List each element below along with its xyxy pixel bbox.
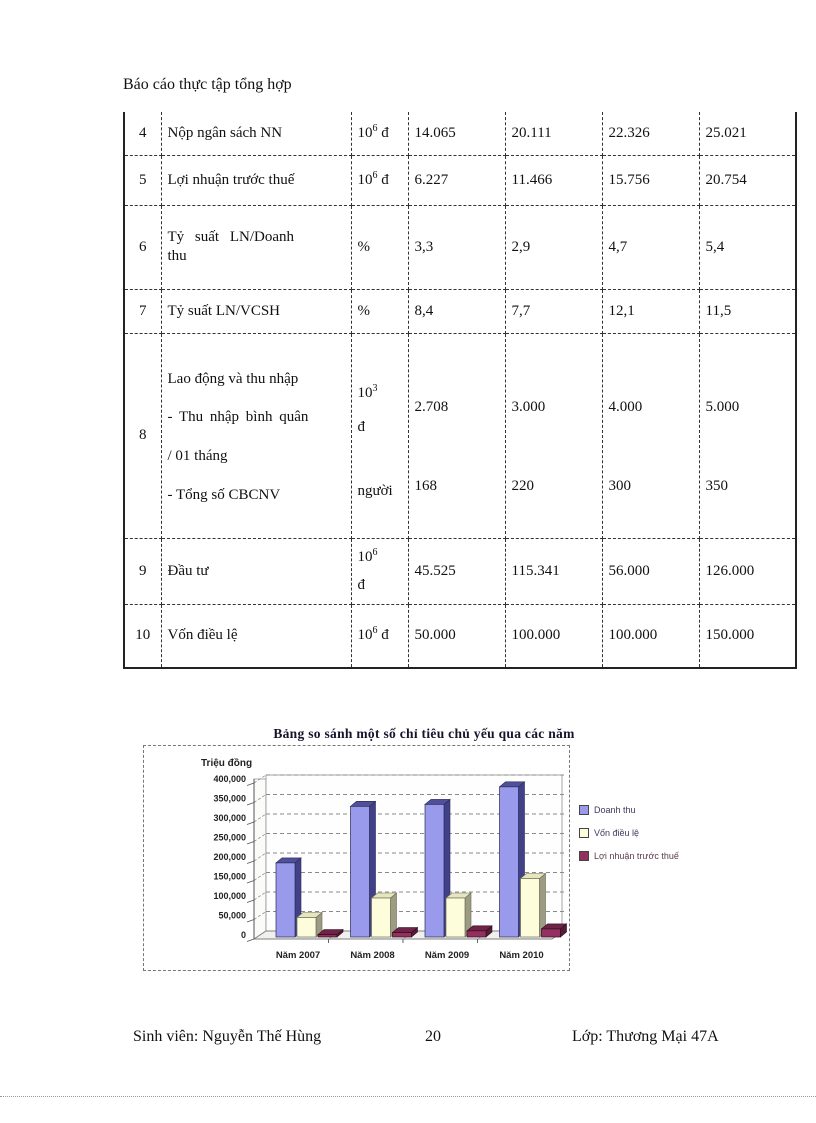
chart-plot-area <box>143 745 570 971</box>
bar-s2-c2 <box>372 898 391 937</box>
legend-item <box>579 805 679 815</box>
x-category-label: Năm 2007 <box>275 950 321 961</box>
row-label-cell: Lao động và thu nhập - Thu nhập bình quân / 01 tháng - Tổng số CBCNV <box>161 333 351 538</box>
value-cell: 115.341 <box>505 538 602 604</box>
y-axis-tick <box>247 842 254 845</box>
bar-s3-c4 <box>542 929 561 937</box>
y-axis-title: Triệu đồng <box>201 758 253 769</box>
row-label-cell: Tỷ suất LN/VCSH <box>161 289 351 333</box>
row-label-cell: Lợi nhuận trước thuế <box>161 155 351 205</box>
value-cell: 3,3 <box>408 205 505 289</box>
chart-svg <box>144 746 569 970</box>
row-unit-cell: % <box>351 289 408 333</box>
value-cell: 100.000 <box>602 604 699 668</box>
value-cell: 15.756 <box>602 155 699 205</box>
table-row <box>124 333 796 538</box>
table-row <box>124 205 796 289</box>
value-cell: 8,4 <box>408 289 505 333</box>
footer-student: Sinh viên: Nguyễn Thế Hùng <box>133 1028 322 1045</box>
page-header: Báo cáo thực tập tổng hợp <box>123 76 292 93</box>
value-cell: 25.021 <box>699 112 796 155</box>
bar-s1-c1 <box>276 863 295 937</box>
row-unit-cell: $10^6$ đ <box>351 604 408 668</box>
table-row <box>124 289 796 333</box>
value-cell: 5,4 <box>699 205 796 289</box>
value-cell: 5.000 350 <box>699 333 796 538</box>
legend-label: Vốn điều lệ <box>594 828 640 838</box>
value-cell: 20.111 <box>505 112 602 155</box>
row-number-cell: 8 <box>124 333 161 538</box>
legend-swatch-icon <box>579 851 589 861</box>
y-tick-label: 150,000 <box>213 871 246 882</box>
row-label-cell: Đầu tư <box>161 538 351 604</box>
report-table <box>123 112 797 669</box>
footer-class: Lớp: Thương Mại 47A <box>572 1028 719 1045</box>
legend-label: Lợi nhuận trước thuế <box>594 851 679 861</box>
y-tick-label: 350,000 <box>213 793 246 804</box>
y-tick-label: 300,000 <box>213 813 246 823</box>
value-cell: 3.000 220 <box>505 333 602 538</box>
value-cell: 150.000 <box>699 604 796 668</box>
value-cell: 11.466 <box>505 155 602 205</box>
row-number-cell: 5 <box>124 155 161 205</box>
chart-figure <box>143 726 705 971</box>
row-number-cell: 9 <box>124 538 161 604</box>
legend-item <box>579 851 679 861</box>
y-axis-tick <box>247 822 254 825</box>
row-number-cell: 4 <box>124 112 161 155</box>
y-axis-tick <box>247 881 254 884</box>
legend-swatch-icon <box>579 828 589 838</box>
value-cell: 100.000 <box>505 604 602 668</box>
table-row <box>124 538 796 604</box>
chart-area <box>143 745 705 971</box>
chart-legend <box>579 805 679 861</box>
legend-label: Doanh thu <box>594 805 636 815</box>
bar-s3-c2 <box>393 933 412 937</box>
row-number-cell: 7 <box>124 289 161 333</box>
bar-s2-c1 <box>297 918 316 938</box>
value-cell: 2,9 <box>505 205 602 289</box>
y-axis-tick <box>247 900 254 903</box>
table-row <box>124 155 796 205</box>
value-cell: 45.525 <box>408 538 505 604</box>
page-footer <box>0 1028 816 1052</box>
bar-s3-c1 <box>318 935 337 937</box>
y-tick-label: 250,000 <box>213 832 246 843</box>
y-tick-label: 400,000 <box>213 774 246 784</box>
chart-left-wall <box>254 779 266 939</box>
chart-title: Bảng so sánh một số chỉ tiêu chủ yếu qua các năm <box>273 726 575 741</box>
value-cell: 50.000 <box>408 604 505 668</box>
value-cell: 11,5 <box>699 289 796 333</box>
table-row <box>124 604 796 668</box>
row-number-cell: 10 <box>124 604 161 668</box>
value-cell: 4,7 <box>602 205 699 289</box>
row-unit-cell: $10^3$ đ người <box>351 333 408 538</box>
row-unit-cell: % <box>351 205 408 289</box>
bar-s1-c4 <box>500 787 519 937</box>
row-label-cell: Nộp ngân sách NN <box>161 112 351 155</box>
legend-swatch-icon <box>579 805 589 815</box>
value-cell: 20.754 <box>699 155 796 205</box>
page-break-line <box>0 1096 816 1097</box>
bar-s2-c3 <box>446 898 465 937</box>
row-label-cell: Tỷ suất LN/Doanh thu <box>161 205 351 289</box>
bar-s2-c4 <box>521 879 540 938</box>
y-tick-label: 200,000 <box>213 852 246 862</box>
footer-page-number: 20 <box>425 1028 441 1045</box>
value-cell: 2.708 168 <box>408 333 505 538</box>
bar-s1-c3 <box>425 804 444 937</box>
y-axis-tick <box>247 803 254 806</box>
row-label-cell: Vốn điều lệ <box>161 604 351 668</box>
y-axis-tick <box>247 939 254 942</box>
y-tick-label: 100,000 <box>213 891 246 901</box>
y-axis-tick <box>247 861 254 864</box>
value-cell: 126.000 <box>699 538 796 604</box>
row-unit-cell: $10^6$ đ <box>351 538 408 604</box>
y-tick-label: 0 <box>240 930 246 940</box>
row-number-cell: 6 <box>124 205 161 289</box>
value-cell: 14.065 <box>408 112 505 155</box>
y-axis-tick <box>247 920 254 923</box>
value-cell: 22.326 <box>602 112 699 155</box>
value-cell: 6.227 <box>408 155 505 205</box>
legend-item <box>579 828 679 838</box>
value-cell: 7,7 <box>505 289 602 333</box>
value-cell: 12,1 <box>602 289 699 333</box>
bar-s1-c2 <box>351 806 370 937</box>
x-category-label: Năm 2010 <box>499 950 544 961</box>
table-row <box>124 112 796 155</box>
row-unit-cell: $10^6$ đ <box>351 112 408 155</box>
y-axis-tick <box>247 783 254 786</box>
y-tick-label: 50,000 <box>218 910 246 921</box>
x-category-label: Năm 2009 <box>424 950 470 961</box>
value-cell: 56.000 <box>602 538 699 604</box>
row-unit-cell: $10^6$ đ <box>351 155 408 205</box>
value-cell: 4.000 300 <box>602 333 699 538</box>
x-category-label: Năm 2008 <box>350 950 395 961</box>
bar-s3-c3 <box>467 931 486 937</box>
